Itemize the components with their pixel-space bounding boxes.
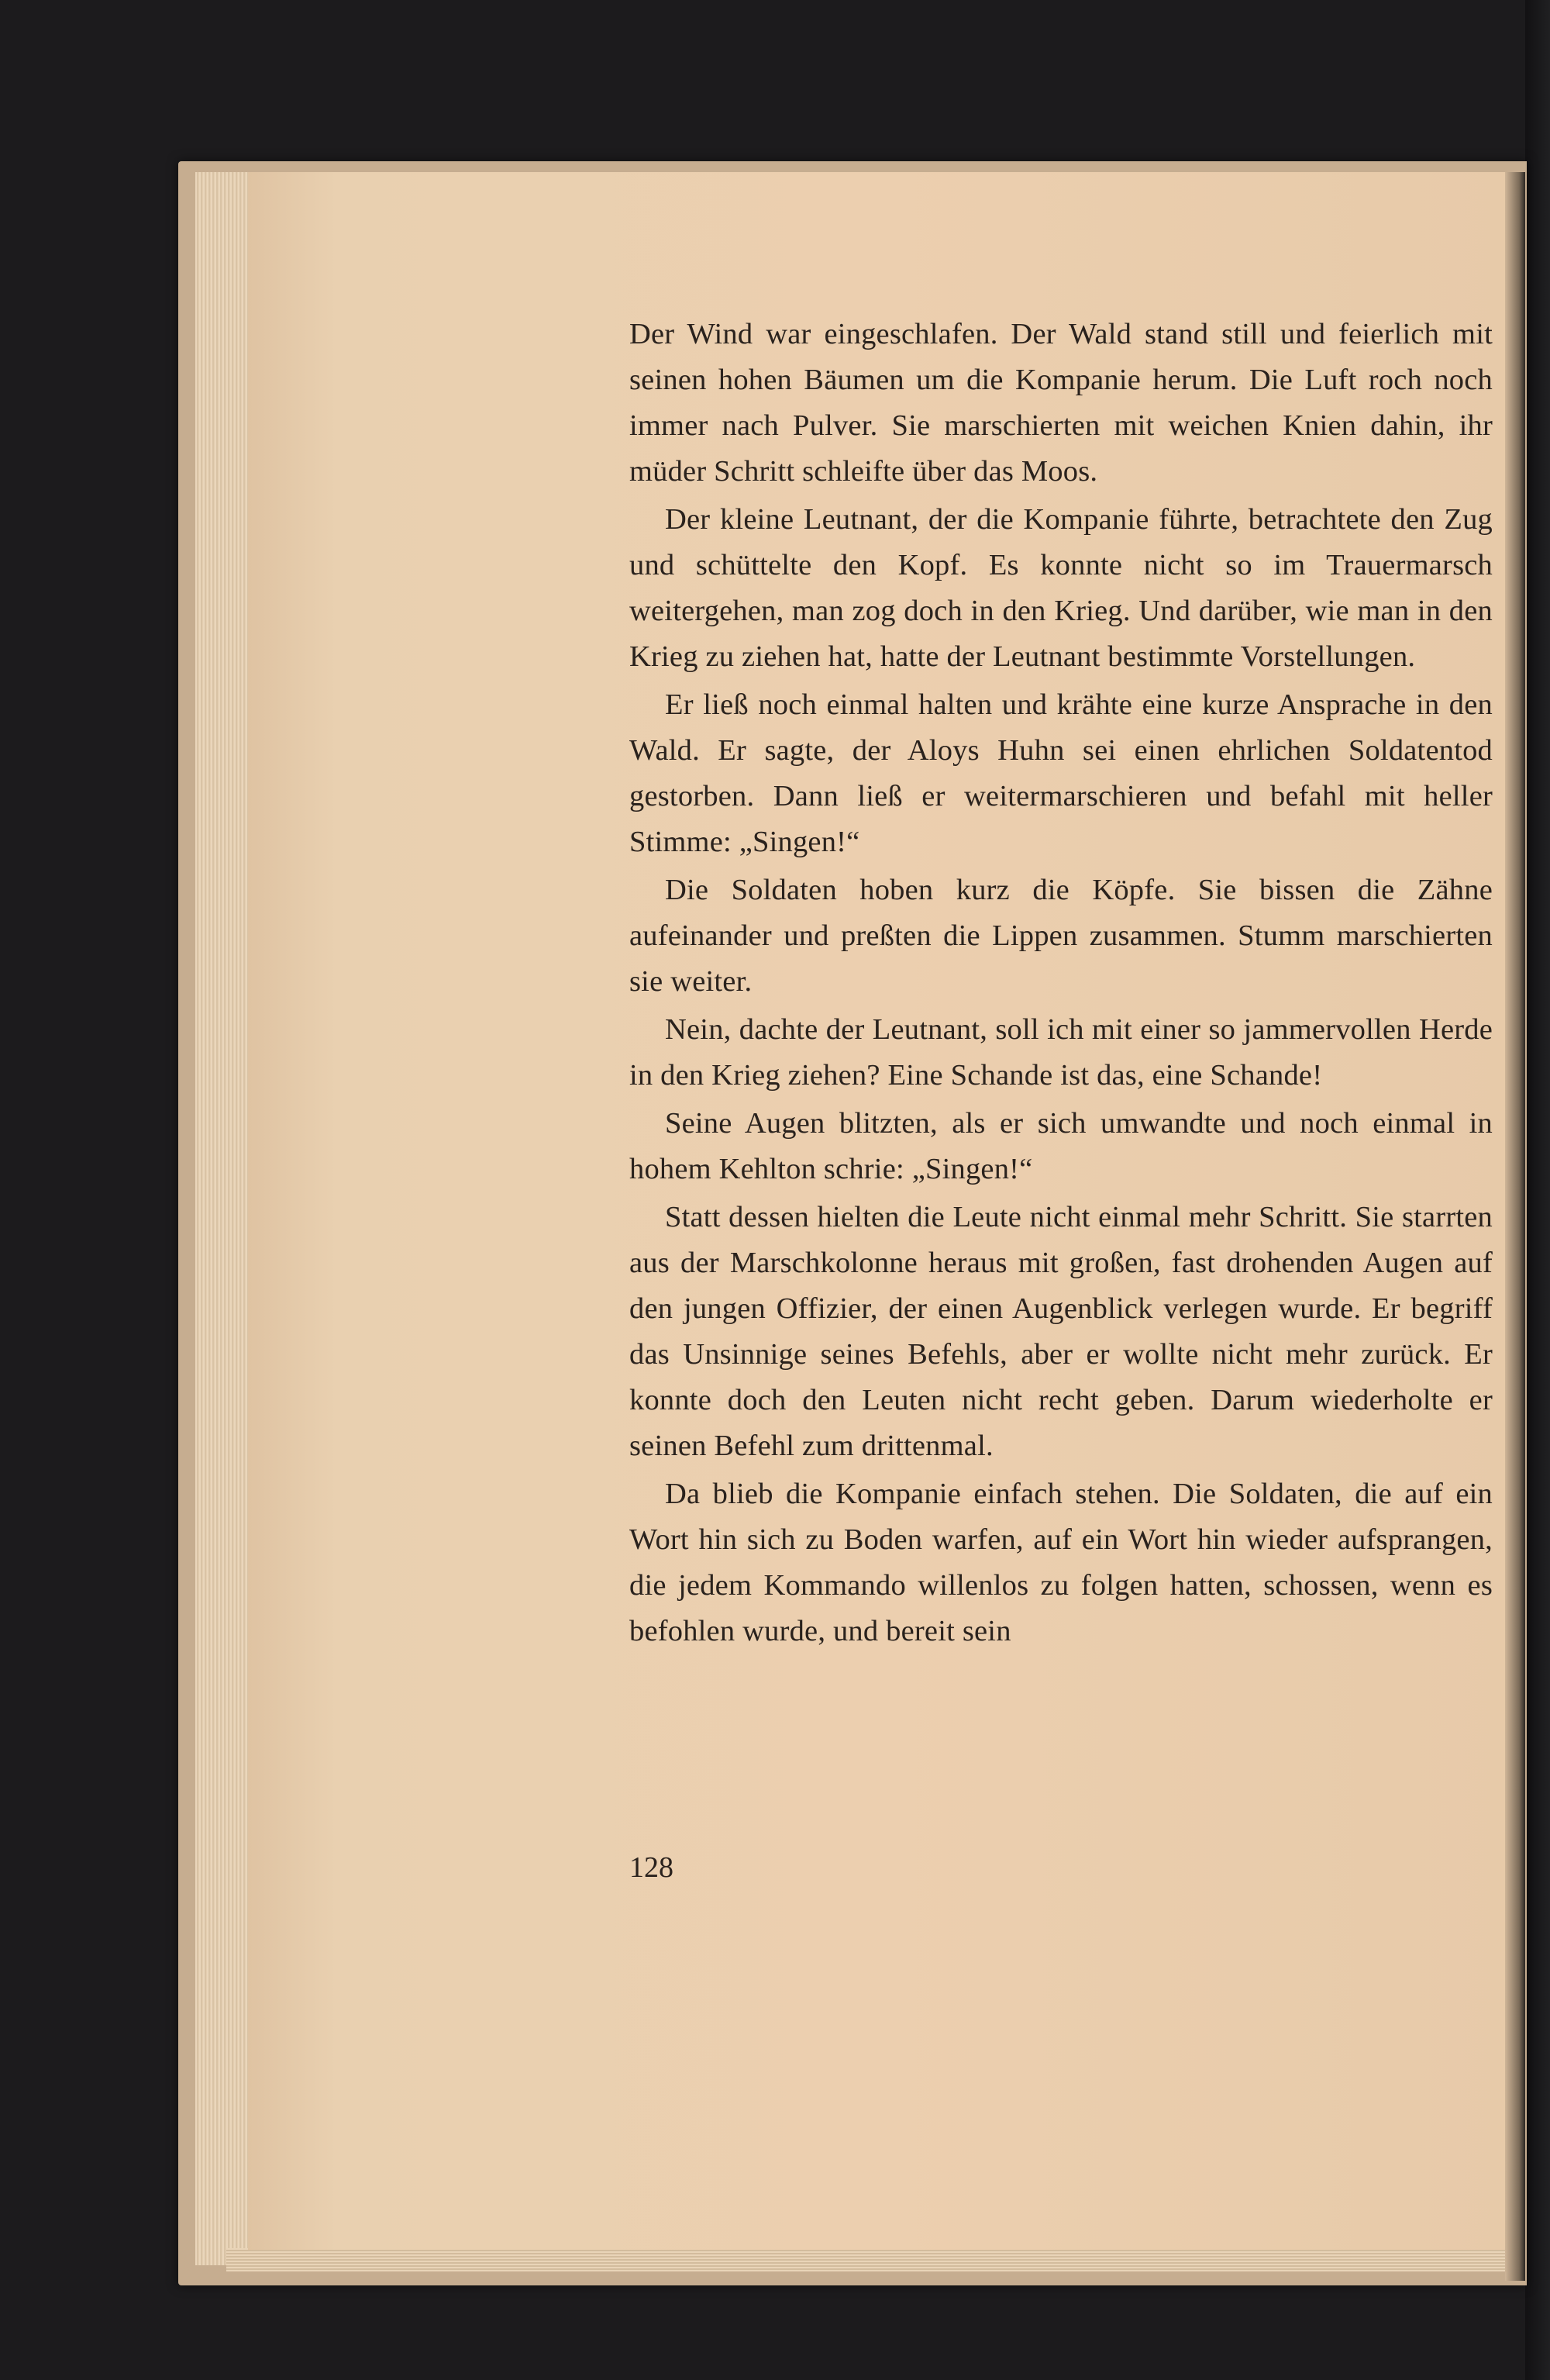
paragraph: Statt dessen hielten die Leute nicht einmal mehr Schritt. Sie starrten aus der Marschkolonne heraus mit großen, fast drohenden Augen auf den jungen Offizier, der einen Augenblick verlegen wurde. Er begriff das Unsinnige seines Befehls, aber er wollte nicht mehr zurück. Er konnte doch den Leuten nicht recht geben. Darum wiederholte er seinen Befehl zum drittenmal. bbox=[629, 1201, 1493, 1462]
page-number: 128 bbox=[629, 1851, 673, 1884]
paragraph: Nein, dachte der Leutnant, soll ich mit einer so jammervollen Herde in den Krieg ziehen? Eine Schande ist das, eine Schande! bbox=[629, 1013, 1493, 1092]
paragraph: Da blieb die Kompanie einfach stehen. Die Soldaten, die auf ein Wort hin sich zu Boden warfen, auf ein Wort hin wieder aufsprangen, die jedem Kommando willenlos zu folgen hatten, schossen, wenn es befohlen wurde, und bereit sein bbox=[629, 1478, 1493, 1647]
paragraph: Die Soldaten hoben kurz die Köpfe. Sie bissen die Zähne aufeinander und preßten die Lippen zusammen. Stumm marschierten sie weiter. bbox=[629, 874, 1493, 998]
paragraph: Er ließ noch einmal halten und krähte eine kurze Ansprache in den Wald. Er sagte, der Aloys Huhn sei einen ehrlichen Soldatentod gestorben. Dann ließ er weitermarschieren und befahl mit heller Stimme: „Singen!“ bbox=[629, 688, 1493, 858]
body-text bbox=[629, 312, 1493, 1654]
paragraph: Seine Augen blitzten, als er sich umwandte und noch einmal in hohem Kehlton schrie: „Singen!“ bbox=[629, 1107, 1493, 1185]
page-gutter-shadow bbox=[1505, 172, 1525, 2281]
dark-background bbox=[1525, 0, 1550, 2380]
paragraph: Der kleine Leutnant, der die Kompanie führte, betrachtete den Zug und schüttelte den Kopf. Es konnte nicht so im Trauermarsch weitergehen, man zog doch in den Krieg. Und darüber, wie man in den Krieg zu ziehen hat, hatte der Leutnant bestimmte Vorstellungen. bbox=[629, 503, 1493, 673]
paragraph: Der Wind war eingeschlafen. Der Wald stand still und feierlich mit seinen hohen Bäumen um die Kompanie herum. Die Luft roch noch immer nach Pulver. Sie marschierten mit weichen Knien dahin, ihr müder Schritt schleifte über das Moos. bbox=[629, 318, 1493, 488]
page-stack-bottom-edge bbox=[226, 2248, 1513, 2271]
